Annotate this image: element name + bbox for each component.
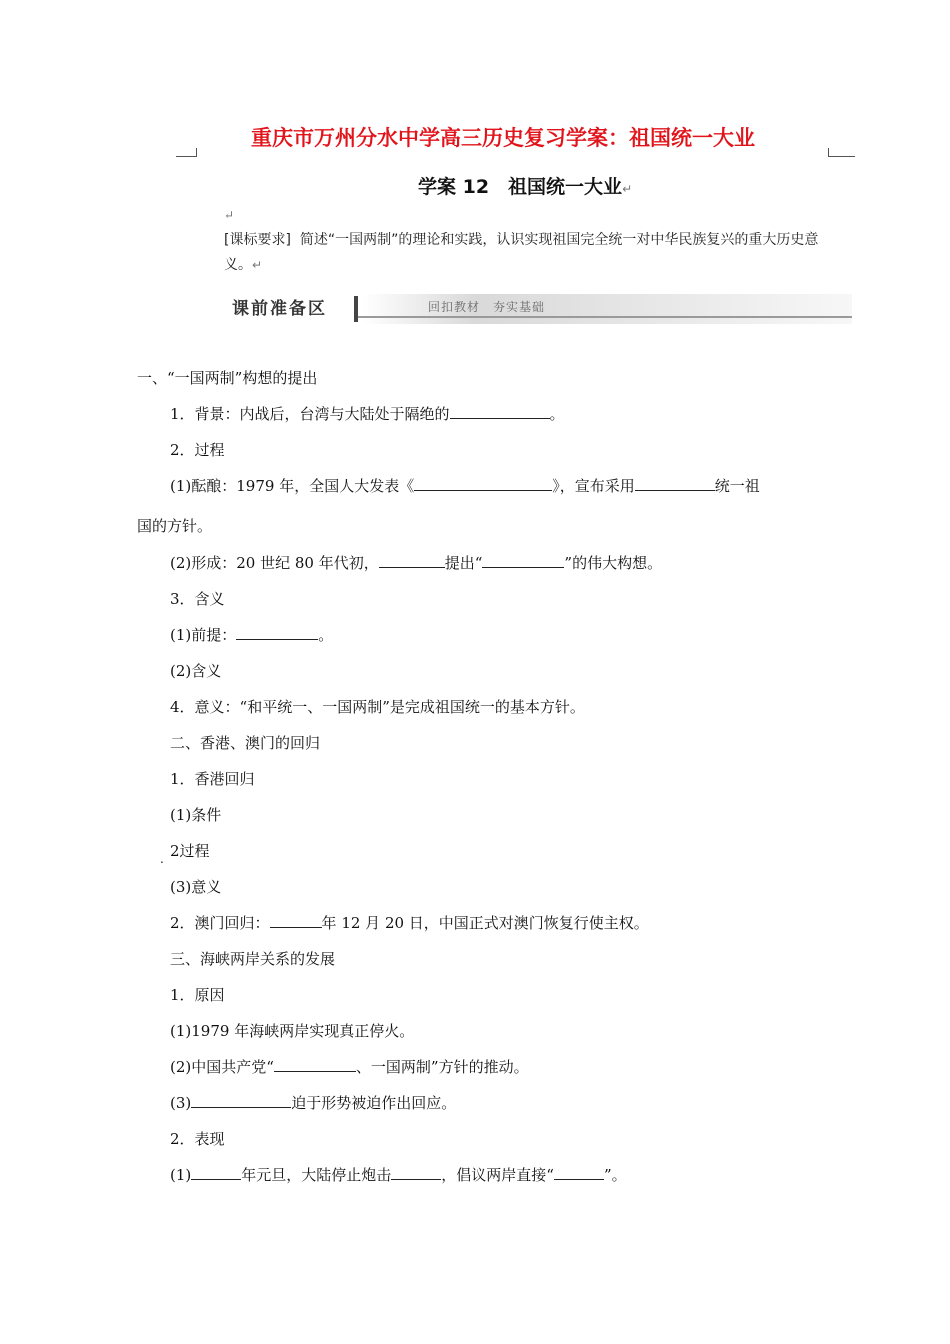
lesson-title xyxy=(418,172,632,199)
fill-blank xyxy=(379,553,445,568)
fill-blank xyxy=(270,913,322,928)
text-line xyxy=(170,1057,529,1077)
fill-blank xyxy=(191,1165,241,1180)
fill-blank xyxy=(450,404,550,419)
text-line: (1)条件 xyxy=(170,806,222,824)
text-run: (1)酝酿：1979 年，全国人大发表《 xyxy=(170,477,415,495)
requirement-label: [课标要求] xyxy=(224,232,291,248)
text-line: (2)含义 xyxy=(170,662,222,680)
text-run: 。 xyxy=(318,626,334,644)
text-run: ”。 xyxy=(603,1166,627,1184)
banner-divider xyxy=(354,296,358,322)
stray-dot: . xyxy=(160,852,164,866)
text-line xyxy=(170,1165,627,1185)
text-run: 。 xyxy=(549,405,565,423)
text-run: 统一祖 xyxy=(714,477,760,495)
text-run: ，倡议两岸直接“ xyxy=(441,1166,554,1184)
text-line: 2．过程 xyxy=(170,441,225,459)
text-run: 》，宣布采用 xyxy=(552,477,635,495)
text-run: 年 12 月 20 日，中国正式对澳门恢复行使主权。 xyxy=(321,914,649,932)
fill-blank xyxy=(635,476,715,491)
text-run: (3) xyxy=(170,1094,192,1112)
fill-blank xyxy=(191,1093,291,1108)
banner-underline xyxy=(358,316,852,318)
curriculum-requirement xyxy=(224,228,844,278)
lesson-title-text: 学案 12 祖国统一大业 xyxy=(418,176,623,198)
text-line: (3)意义 xyxy=(170,878,222,896)
banner-subtitle: 回扣教材 夯实基础 xyxy=(428,300,546,314)
text-run: 年元旦，大陆停止炮击 xyxy=(241,1166,392,1184)
paragraph-mark: ↵ xyxy=(252,258,263,272)
fill-blank xyxy=(414,476,552,491)
fill-blank xyxy=(274,1057,356,1072)
document-title: 重庆市万州分水中学高三历史复习学案：祖国统一大业 xyxy=(251,126,755,150)
fill-blank xyxy=(391,1165,441,1180)
text-run: (2)中国共产党“ xyxy=(170,1058,274,1076)
text-run: (2)形成：20 世纪 80 年代初， xyxy=(170,554,379,572)
text-line xyxy=(170,625,333,645)
text-line: 3．含义 xyxy=(170,590,225,608)
text-line: 1．原因 xyxy=(170,986,225,1004)
text-line xyxy=(170,1093,456,1113)
fill-blank xyxy=(236,625,318,640)
text-line: 4．意义：“和平统一、一国两制”是完成祖国统一的基本方针。 xyxy=(170,698,585,716)
text-run: 1．背景：内战后，台湾与大陆处于隔绝的 xyxy=(170,405,450,423)
paragraph-mark: ↵ xyxy=(622,182,633,196)
text-run: ”的伟大构想。 xyxy=(564,554,663,572)
fill-blank xyxy=(482,553,564,568)
text-run: 2．澳门回归： xyxy=(170,914,270,932)
section-heading: 二、香港、澳门的回归 xyxy=(170,734,321,752)
text-run: (1)前提： xyxy=(170,626,237,644)
section-heading: 一、“一国两制”构想的提出 xyxy=(137,369,318,387)
text-line xyxy=(170,913,649,933)
banner-title: 课前准备区 xyxy=(224,296,335,322)
text-line: 1．香港回归 xyxy=(170,770,255,788)
text-line: 2．表现 xyxy=(170,1130,225,1148)
section-banner xyxy=(224,294,852,324)
requirement-text: 简述“一国两制”的理论和实践，认识实现祖国完全统一对中华民族复兴的重大历史意义。 xyxy=(224,232,819,273)
paragraph-mark: ↵ xyxy=(224,208,235,222)
text-run: 提出“ xyxy=(444,554,483,572)
text-run: 迫于形势被迫作出回应。 xyxy=(291,1094,457,1112)
text-line xyxy=(170,553,662,573)
text-line: 2过程 xyxy=(170,842,210,860)
text-run: 、一国两制”方针的推动。 xyxy=(355,1058,529,1076)
text-run: (1) xyxy=(170,1166,192,1184)
text-line: 国的方针。 xyxy=(137,517,213,535)
text-line xyxy=(170,476,760,496)
text-line xyxy=(170,404,565,424)
text-line: (1)1979 年海峡两岸实现真正停火。 xyxy=(170,1022,415,1040)
fill-blank xyxy=(554,1165,604,1180)
section-heading: 三、海峡两岸关系的发展 xyxy=(170,950,336,968)
